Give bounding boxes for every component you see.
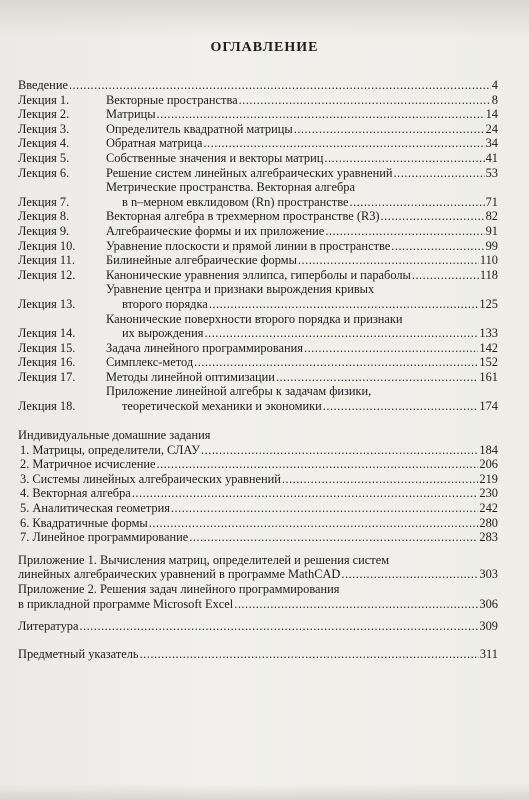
leader-dots (140, 647, 479, 662)
lecture-line (106, 297, 498, 312)
lecture-title: Алгебраические формы и их приложение (106, 223, 325, 238)
lecture-number: Лекция 10. (18, 238, 76, 253)
toc-entry-lecture[interactable] (18, 239, 498, 254)
toc-entry-lecture[interactable] (18, 209, 498, 224)
toc-page-number: 110 (479, 253, 498, 268)
toc-entry-lecture[interactable] (18, 282, 498, 311)
lecture-title: Задача линейного программирования (106, 340, 303, 355)
toc-page-number: 82 (485, 209, 498, 224)
toc-page-number: 8 (491, 92, 498, 107)
lecture-title: Методы линейной оптимизации (106, 369, 275, 384)
toc-page-number: 219 (479, 471, 498, 486)
leader-dots (349, 195, 484, 210)
toc-entry-lecture[interactable] (18, 384, 498, 413)
toc-page-number: 311 (479, 646, 498, 661)
appendix-title: в прикладной программе Microsoft Excel (18, 596, 234, 611)
lecture-line (106, 136, 498, 151)
lecture-line (106, 166, 498, 181)
toc-entry-homework[interactable] (18, 516, 498, 531)
toc-page-number: 152 (479, 355, 498, 370)
toc-page-number: 118 (479, 267, 498, 282)
toc-entry-homework[interactable] (18, 530, 498, 545)
lecture-line (106, 268, 498, 283)
appendix-title: Приложение 2. Решения задач линейного программирования (18, 582, 340, 596)
lecture-number: Лекция 1. (18, 92, 70, 107)
toc-entry-label: Введение (18, 78, 68, 92)
homework-title: 5. Аналитическая геометрия (20, 501, 170, 516)
leader-dots (234, 597, 478, 612)
toc-page-number: 242 (479, 501, 498, 516)
lecture-body (106, 312, 498, 341)
lecture-number: Лекция 4. (18, 136, 70, 151)
lecture-body (106, 370, 498, 385)
toc-entry-literature[interactable] (18, 619, 498, 634)
lecture-line (106, 224, 498, 239)
lecture-title: Канонические уравнения эллипса, гиперболы и параболы (106, 267, 411, 282)
lecture-number: Лекция 13. (18, 296, 76, 311)
toc-page-number: 125 (479, 296, 498, 311)
lecture-number: Лекция 5. (18, 150, 70, 165)
leader-dots (412, 268, 479, 283)
appendix-line (18, 567, 498, 582)
lecture-line (106, 107, 498, 122)
leader-dots (298, 253, 479, 268)
leader-dots (304, 341, 478, 356)
leader-dots (79, 619, 478, 634)
page-title: ОГЛАВЛЕНИЕ (210, 40, 319, 55)
leader-dots (194, 355, 478, 370)
lecture-body (106, 224, 498, 239)
homework-line (18, 530, 498, 545)
lecture-body (106, 384, 498, 413)
toc-entry-homework[interactable] (18, 472, 498, 487)
lecture-body (106, 122, 498, 137)
lecture-number: Лекция 3. (18, 121, 70, 136)
lecture-line (106, 399, 498, 414)
toc-page-number: 41 (485, 150, 498, 165)
appendix-title: Приложение 1. Вычисления матриц, определителей и решения систем (18, 552, 390, 567)
leader-dots (282, 472, 479, 487)
toc-entry-lecture[interactable] (18, 166, 498, 181)
lecture-number: Лекция 8. (18, 209, 70, 224)
lecture-title: Приложение линейной алгебры к задачам физики, (106, 384, 372, 399)
toc-entry-lecture[interactable] (18, 253, 498, 268)
toc-entry-lecture[interactable] (18, 355, 498, 370)
lecture-number: Лекция 12. (18, 267, 76, 282)
homework-title: 3. Системы линейных алгебраических уравнений (20, 471, 281, 486)
lecture-list (18, 93, 498, 414)
leader-dots (324, 151, 484, 166)
lecture-title: второго порядка (122, 296, 208, 311)
toc-page-number: 91 (485, 223, 498, 238)
page-top-shadow (0, 0, 529, 38)
homework-title: 2. Матричное исчисление (20, 457, 156, 472)
leader-dots (341, 567, 478, 582)
leader-dots (323, 399, 479, 414)
lecture-line (106, 122, 498, 137)
lecture-number: Лекция 18. (18, 399, 76, 414)
toc-entry-lecture[interactable] (18, 224, 498, 239)
lecture-number: Лекция 15. (18, 340, 76, 355)
toc-entry-homework[interactable] (18, 501, 498, 516)
toc-page-number: 14 (485, 107, 498, 122)
toc-page-number: 53 (485, 165, 498, 180)
lecture-body (106, 239, 498, 254)
leader-dots (171, 501, 478, 516)
toc-entry-appendix[interactable] (18, 553, 498, 582)
lecture-body (106, 282, 498, 311)
homework-heading: Индивидуальные домашние задания (18, 427, 211, 442)
lecture-line (106, 209, 498, 224)
lecture-title: Метрические пространства. Векторная алгебра (106, 180, 355, 195)
lecture-number: Лекция 17. (18, 369, 76, 384)
lecture-body (106, 136, 498, 151)
toc-entry-lecture[interactable] (18, 93, 498, 108)
lecture-title: Матрицы (106, 107, 156, 122)
toc-entry-index[interactable] (18, 647, 498, 662)
lecture-title: Определитель квадратной матрицы (106, 121, 293, 136)
lecture-title: их вырождения (122, 326, 204, 341)
lecture-body (106, 209, 498, 224)
lecture-title: Симплекс-метод (106, 355, 194, 370)
homework-body (18, 516, 498, 531)
lecture-line (106, 355, 498, 370)
lecture-line (106, 370, 498, 385)
toc-entry-lecture[interactable] (18, 136, 498, 151)
toc-page-number: 133 (479, 326, 498, 341)
lecture-body (106, 180, 498, 209)
toc-entry-label: Литература (18, 619, 79, 634)
lecture-line (106, 180, 498, 195)
lecture-title: Канонические поверхности второго порядка и признаки (106, 311, 403, 326)
toc-page-number: 71 (485, 194, 498, 209)
lecture-title: Уравнение плоскости и прямой линии в пространстве (106, 238, 391, 253)
toc-entry-lecture[interactable] (18, 312, 498, 341)
homework-line (18, 516, 498, 531)
toc-page-number: 306 (479, 596, 498, 611)
lecture-number: Лекция 16. (18, 355, 76, 370)
lecture-line (106, 341, 498, 356)
toc-page-number: 283 (479, 530, 498, 545)
appendix-body (18, 553, 498, 582)
lecture-body (106, 341, 498, 356)
appendix-list (18, 553, 498, 611)
homework-title: 7. Линейное программирование (20, 530, 189, 545)
lecture-title: Уравнение центра и признаки вырождения кривых (106, 282, 375, 297)
lecture-line (106, 282, 498, 297)
toc-entry-appendix[interactable] (18, 582, 498, 611)
lecture-body (106, 355, 498, 370)
homework-body (18, 472, 498, 487)
leader-dots (239, 93, 491, 108)
lecture-number: Лекция 14. (18, 326, 76, 341)
lecture-title: Векторные пространства (106, 92, 238, 107)
homework-body (18, 501, 498, 516)
appendix-line (18, 582, 498, 597)
lecture-number: Лекция 7. (18, 194, 70, 209)
leader-dots (205, 326, 479, 341)
toc-page-number: 230 (479, 486, 498, 501)
lecture-line (106, 312, 498, 327)
toc-page-number: 206 (479, 457, 498, 472)
lecture-body (106, 151, 498, 166)
leader-dots (69, 78, 491, 93)
toc-entry-homework[interactable] (18, 457, 498, 472)
toc-page-number: 161 (479, 369, 498, 384)
toc-page-number: 24 (485, 121, 498, 136)
toc-page-number: 303 (479, 567, 498, 582)
leader-dots (391, 239, 484, 254)
lecture-title: Решение систем линейных алгебраических уравнений (106, 165, 393, 180)
leader-dots (132, 486, 479, 501)
lecture-number: Лекция 6. (18, 165, 70, 180)
lecture-line (106, 384, 498, 399)
appendix-body (18, 582, 498, 611)
toc-page-number: 142 (479, 340, 498, 355)
toc-entry-lecture[interactable] (18, 180, 498, 209)
leader-dots (294, 122, 485, 137)
toc-page-number: 34 (485, 136, 498, 151)
lecture-number: Лекция 9. (18, 223, 70, 238)
toc-page-number: 309 (479, 619, 498, 634)
lecture-title: теоретической механики и экономики (122, 399, 322, 414)
homework-body (18, 486, 498, 501)
toc-page-number: 99 (485, 238, 498, 253)
lecture-title: в n–мерном евклидовом (Rn) пространстве (122, 194, 349, 209)
leader-dots (209, 297, 479, 312)
homework-line (18, 472, 498, 487)
homework-line (18, 443, 498, 458)
lecture-line (106, 253, 498, 268)
lecture-number: Лекция 2. (18, 107, 70, 122)
homework-title: 1. Матрицы, определители, СЛАУ (20, 442, 201, 457)
toc-entry-lecture[interactable] (18, 341, 498, 356)
homework-line (18, 486, 498, 501)
leader-dots (325, 224, 484, 239)
lecture-body (106, 253, 498, 268)
homework-list (18, 443, 498, 545)
toc-page-number: 280 (479, 515, 498, 530)
lecture-line (106, 195, 498, 210)
toc-entry-lecture[interactable] (18, 122, 498, 137)
toc-entry-homework[interactable] (18, 486, 498, 501)
leader-dots (149, 516, 479, 531)
leader-dots (157, 107, 485, 122)
page-bottom-edge (0, 784, 529, 800)
toc-entry-homework[interactable] (18, 443, 498, 458)
toc-entry-lecture[interactable] (18, 151, 498, 166)
toc-entry-lecture[interactable] (18, 370, 498, 385)
table-of-contents (18, 78, 498, 661)
lecture-number: Лекция 11. (18, 253, 75, 268)
lecture-title: Билинейные алгебраические формы (106, 253, 297, 268)
leader-dots (394, 166, 485, 181)
appendix-line (18, 553, 498, 568)
toc-page-number: 184 (479, 442, 498, 457)
lecture-line (106, 326, 498, 341)
lecture-title: Обратная матрица (106, 136, 203, 151)
leader-dots (189, 530, 478, 545)
appendix-title: линейных алгебраических уравнений в программе MathCAD (18, 567, 341, 582)
homework-body (18, 443, 498, 458)
toc-entry-lecture[interactable] (18, 107, 498, 122)
leader-dots (201, 443, 478, 458)
homework-title: 6. Квадратичные формы (20, 515, 148, 530)
toc-page-number: 174 (479, 399, 498, 414)
toc-entry-label: Предметный указатель (18, 646, 139, 661)
leader-dots (381, 209, 485, 224)
lecture-line (106, 151, 498, 166)
lecture-body (106, 107, 498, 122)
toc-page-number: 4 (491, 78, 498, 92)
homework-body (18, 530, 498, 545)
lecture-title: Собственные значения и векторы матриц (106, 150, 324, 165)
leader-dots (276, 370, 478, 385)
homework-title: 4. Векторная алгебра (20, 486, 131, 501)
homework-line (18, 501, 498, 516)
lecture-line (106, 93, 498, 108)
lecture-title: Векторная алгебра в трехмерном пространстве (R3) (106, 209, 380, 224)
leader-dots (203, 136, 484, 151)
homework-body (18, 457, 498, 472)
lecture-body (106, 93, 498, 108)
toc-entry-intro[interactable] (18, 78, 498, 93)
lecture-body (106, 268, 498, 283)
toc-entry-lecture[interactable] (18, 268, 498, 283)
homework-line (18, 457, 498, 472)
appendix-line (18, 597, 498, 612)
leader-dots (156, 457, 478, 472)
lecture-body (106, 166, 498, 181)
lecture-line (106, 239, 498, 254)
